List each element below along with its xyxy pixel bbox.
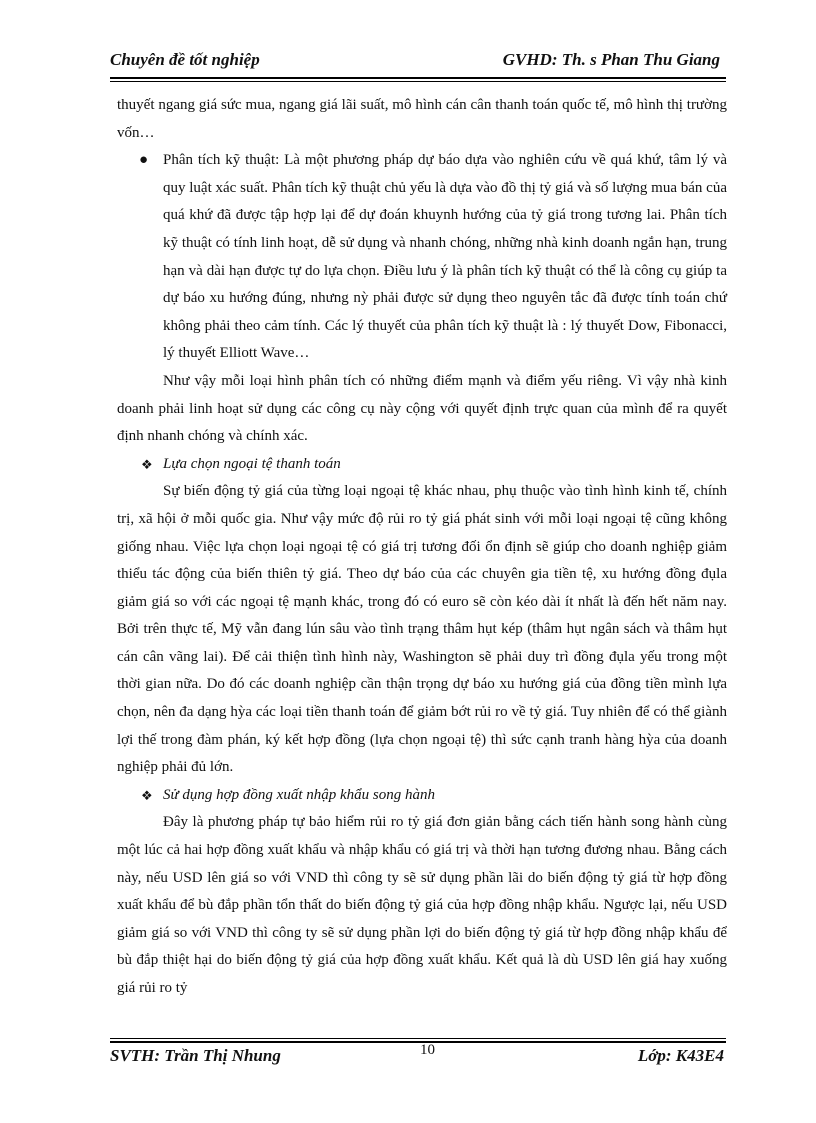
header-right-advisor: GVHD: Th. s Phan Thu Giang xyxy=(502,50,720,69)
section-paragraph: Đây là phương pháp tự bảo hiểm rủi ro tỷ giá đơn giản bằng cách tiến hành song hành cùng một lúc cả hai hợp đồng xuất khẩu và nhập khẩu có giá trị và thời hạn tương đương nhau. Bằng cách này, nếu USD lên giá so với VND thì công ty sẽ sử dụng phần lãi do biến động tỷ giá từ hợp đồng xuất khẩu để bù đắp phần tổn thất do biến động tỷ giá của hợp đồng nhập khẩu. Ngược lại, nếu USD giảm giá so với VND thì công ty sẽ sử dụng phần lợi do biến động tỷ giá từ hợp đồng nhập khẩu để bù đắp thiệt hại do biến động tỷ giá của hợp đồng xuất khẩu. Kết quả là dù USD lên giá hay xuống giá rủi ro tỷ xyxy=(117,814,727,996)
diamond-bullet-icon: ❖ xyxy=(141,456,153,472)
bullet-dot-icon: ● xyxy=(139,152,149,169)
section-heading-parallel-contracts xyxy=(141,782,727,810)
page-body xyxy=(117,92,727,1003)
header-left-title: Chuyên đề tốt nghiệp xyxy=(110,50,260,69)
continued-paragraph: thuyết ngang giá sức mua, ngang giá lãi suất, mô hình cán cân thanh toán quốc tế, mô hình thị trường vốn… xyxy=(117,97,727,141)
section-heading-currency-choice xyxy=(141,451,727,479)
page-footer xyxy=(110,1042,724,1066)
bullet-text: Phân tích kỹ thuật: Là một phương pháp dự báo dựa vào nghiên cứu về quá khứ, tâm lý và quy luật xác suất. Phân tích kỹ thuật chủ yếu là dựa vào đồ thị tỷ giá và số lượng mua bán của quá khứ đã được tập hợp lại để dự đoán khuynh hướng của tỷ giá trong tương lai. Phân tích kỹ thuật có tính linh hoạt, dễ sử dụng và nhanh chóng, những nhà kinh doanh ngắn hạn, trung hạn và dài hạn được tự do lựa chọn. Điều lưu ý là phân tích kỹ thuật có thể là công cụ giúp ta dự báo xu hướng đúng, nhưng nỳ phải được sử dụng theo nguyên tắc đã được tính toán chứ không phải theo cảm tính. Các lý thuyết của phân tích kỹ thuật là : lý thuyết Dow, Fibonacci, lý thuyết Elliott Wave… xyxy=(163,152,727,362)
diamond-bullet-icon: ❖ xyxy=(141,787,153,803)
section-title: Sử dụng hợp đồng xuất nhập khẩu song hành xyxy=(163,786,436,803)
section-paragraph: Sự biến động tỷ giá của từng loại ngoại tệ khác nhau, phụ thuộc vào tình hình kinh tế, chính trị, xã hội ở mỗi quốc gia. Như vậy mức độ rủi ro tỷ giá phát sinh với mỗi loại ngoại tệ cũng không giống nhau. Việc lựa chọn loại ngoại tệ có giá trị tương đối ổn định sẽ giúp cho doanh nghiệp giảm thiểu tác động của biến thiên tỷ giá. Theo dự báo của các chuyên gia tiền tệ, xu hướng đồng đụla giảm giá so với các ngoại tệ mạnh khác, trong đó có euro sẽ còn kéo dài ít nhất là đến hết năm nay. Bởi trên thực tế, Mỹ vẫn đang lún sâu vào tình trạng thâm hụt kép (thâm hụt ngân sách và thâm hụt cán cân vãng lai). Để cải thiện tình hình này, Washington sẽ phải duy trì đồng đụla yếu trong một thời gian nữa. Do đó các doanh nghiệp cần thận trọng dự báo xu hướng giá của đồng tiền mình lựa chọn, nên đa dạng hỳa các loại tiền thanh toán để giảm bớt rủi ro về tỷ giá. Tuy nhiên để có thể giành lợi thế trong đàm phán, ký kết hợp đồng (lựa chọn ngoại tệ) thì sức cạnh tranh hàng hỳa của doanh nghiệp phải đủ lớn. xyxy=(117,483,727,776)
bullet-item-technical-analysis xyxy=(139,147,727,368)
header-rule-thick xyxy=(110,77,726,79)
footer-class: Lớp: K43E4 xyxy=(637,1046,724,1065)
page-number: 10 xyxy=(420,1042,435,1058)
footer-student: SVTH: Trần Thị Nhung xyxy=(110,1046,281,1065)
footer-rule-thick xyxy=(110,1041,726,1043)
summary-paragraph: Như vậy mỗi loại hình phân tích có những điểm mạnh và điểm yếu riêng. Vì vậy nhà kinh doanh phải linh hoạt sử dụng các công cụ này cộng với quyết định trực quan của mình để ra quyết định nhanh chóng và chính xác. xyxy=(117,372,727,445)
page-header xyxy=(110,50,720,70)
header-rule-thin xyxy=(110,81,726,82)
footer-rule-thin xyxy=(110,1038,726,1039)
section-title: Lựa chọn ngoại tệ thanh toán xyxy=(163,455,341,472)
